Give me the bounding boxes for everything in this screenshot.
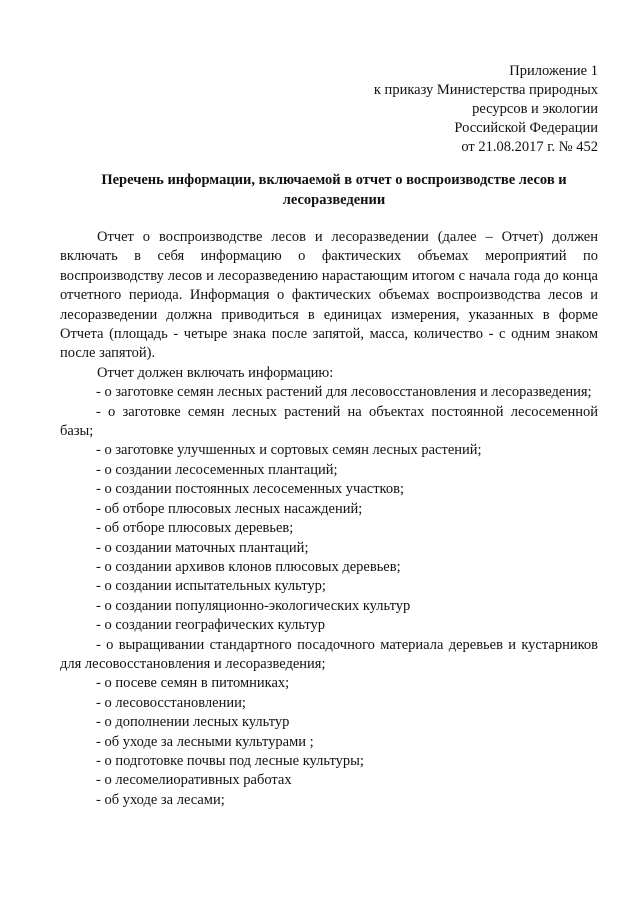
list-item: - об отборе плюсовых деревьев;	[96, 520, 294, 537]
title-line-2: лесоразведении	[282, 192, 386, 208]
appendix-header	[374, 62, 598, 157]
lead-paragraph: Отчет должен включать информацию:	[97, 364, 334, 381]
information-list	[60, 383, 598, 810]
list-item: - о создании архивов клонов плюсовых деревьев;	[96, 558, 401, 575]
list-item: - о создании испытательных культур;	[96, 578, 326, 595]
list-item: - о лесомелиоративных работах	[96, 772, 292, 789]
intro-paragraph: Отчет о воспроизводстве лесов и лесоразведении (далее – Отчет) должен включать в себя информацию о фактических объемах мероприятий по воспроизводству лесов и лесоразведению нарастающим итогом с начала года до конца отчетного периода. Информация о фактических объемах воспроизводства лесов и лесоразведении должна приводиться в единицах измерения, указанных в форме Отчета (площадь - четыре знака после запятой, масса, количество - с одним знаком после запятой).	[60, 229, 598, 362]
list-item: - о создании популяционно-экологических культур	[96, 597, 411, 614]
list-item: - о подготовке почвы под лесные культуры;	[96, 752, 364, 769]
appendix-line-5: от 21.08.2017 г. № 452	[461, 139, 598, 155]
appendix-line-3: ресурсов и экологии	[472, 101, 598, 117]
list-item: - о посеве семян в питомниках;	[96, 675, 290, 692]
document-body	[60, 228, 598, 810]
title-line-1: Перечень информации, включаемой в отчет о воспроизводстве лесов и	[101, 172, 567, 188]
list-item: - о дополнении лесных культур	[96, 714, 290, 731]
list-item: - о лесовосстановлении;	[96, 694, 246, 711]
list-item: - о заготовке семян лесных растений для лесовосстановления и лесоразведения;	[96, 384, 592, 401]
appendix-line-4: Российской Федерации	[454, 120, 598, 136]
list-item: - об отборе плюсовых лесных насаждений;	[96, 500, 363, 517]
list-item: - о создании географических культур	[96, 617, 326, 634]
list-item: - о заготовке семян лесных растений на объектах постоянной лесосеменной базы;	[60, 403, 598, 440]
list-item: - о заготовке улучшенных и сортовых семян лесных растений;	[96, 442, 482, 459]
appendix-line-1: Приложение 1	[509, 63, 598, 79]
list-item: - о выращивании стандартного посадочного материала деревьев и кустарников для лесовосстановления и лесоразведения;	[60, 636, 598, 672]
appendix-line-2: к приказу Министерства природных	[373, 82, 598, 98]
list-item: - об уходе за лесными культурами ;	[96, 733, 314, 750]
list-item: - о создании маточных плантаций;	[96, 539, 309, 556]
list-item: - об уходе за лесами;	[96, 791, 225, 808]
document-title	[70, 170, 598, 210]
list-item: - о создании постоянных лесосеменных участков;	[96, 481, 404, 498]
list-item: - о создании лесосеменных плантаций;	[96, 461, 338, 478]
